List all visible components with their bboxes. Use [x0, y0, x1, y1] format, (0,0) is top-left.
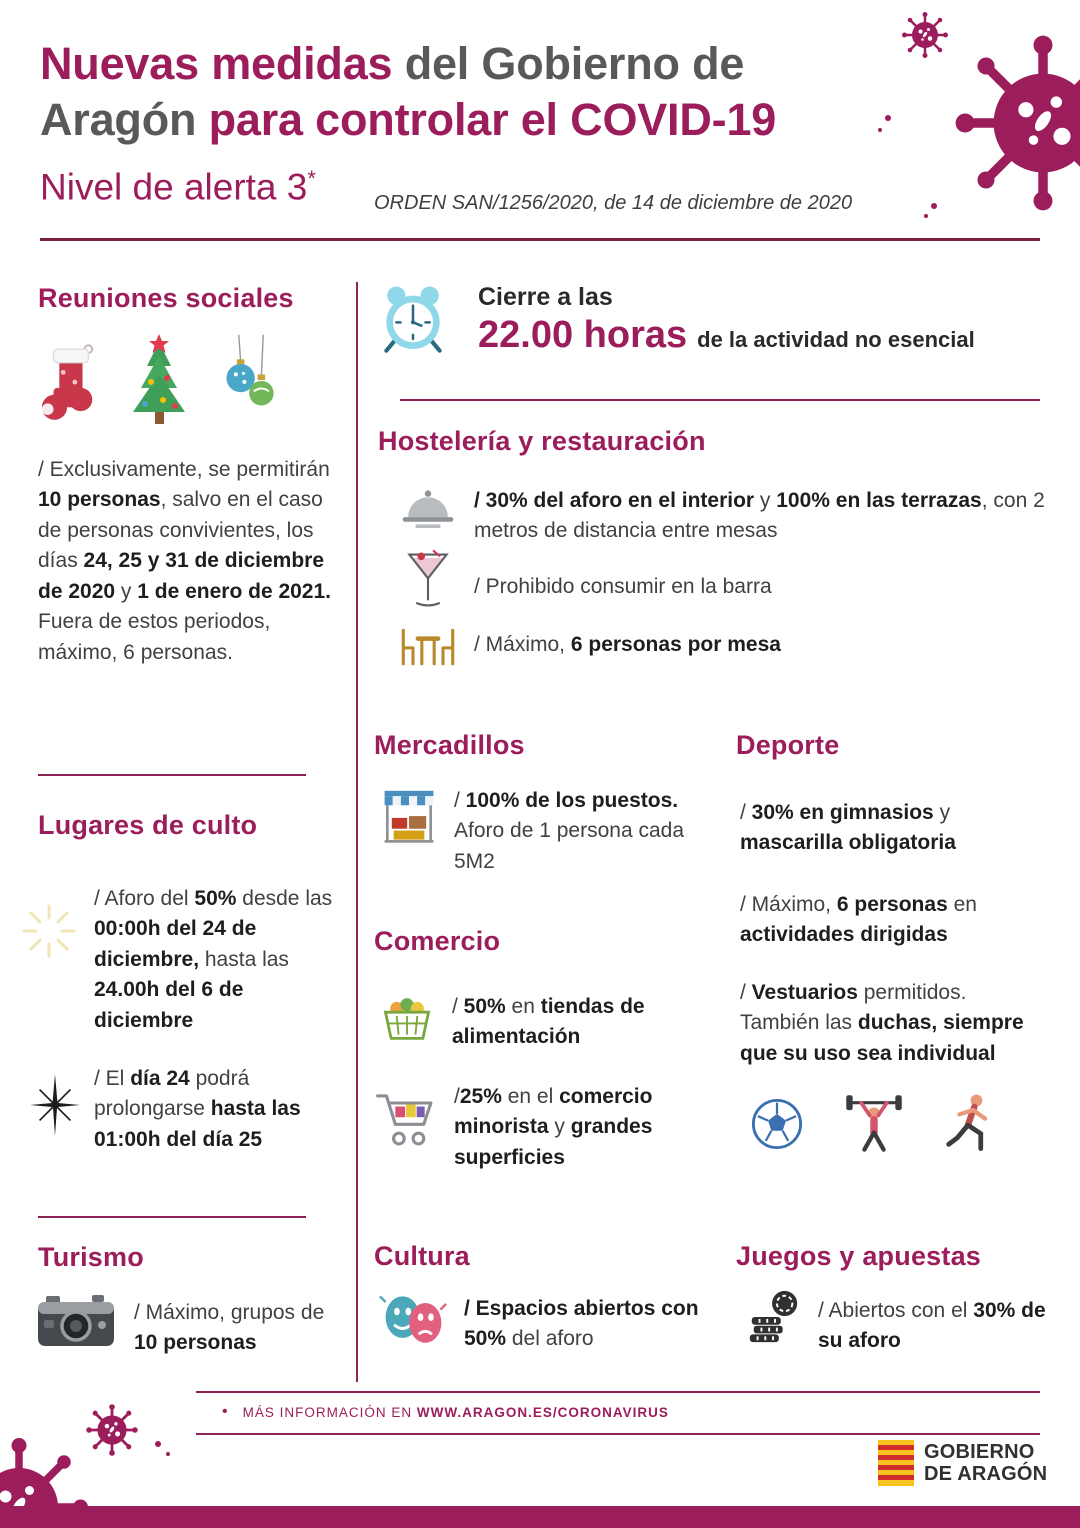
mercadillos-item	[380, 786, 690, 877]
sun-rays-icon	[14, 896, 84, 966]
section-title-culto: Lugares de culto	[38, 810, 258, 840]
shopping-cart-icon	[374, 1082, 438, 1161]
alert-level-asterisk: *	[307, 166, 316, 191]
comercio-item-text: / 50% en tiendas de alimentación	[452, 995, 645, 1049]
title-plain-1: del Gobierno de	[404, 38, 745, 89]
christmas-tree-icon	[116, 332, 202, 428]
hosteleria-item	[398, 548, 1048, 617]
soccer-ball-icon	[750, 1097, 804, 1151]
cocktail-icon	[398, 548, 458, 617]
market-stall-icon	[380, 786, 438, 853]
coronavirus-url[interactable]: WWW.ARAGON.ES/CORONAVIRUS	[416, 1404, 669, 1420]
theater-masks-icon	[378, 1288, 448, 1357]
section-title-turismo: Turismo	[38, 1242, 144, 1272]
bottom-bar	[0, 1506, 1080, 1528]
logo-text	[924, 1441, 1047, 1485]
culto-item-text: / El día 24 podrá prolongarse hasta las 01:00h del día 25	[94, 1067, 301, 1151]
closure-rest: de la actividad no esencial	[697, 327, 975, 352]
comercio-item	[374, 1082, 696, 1173]
culto-item-text: / Aforo del 50% desde las 00:00h del 24 de diciembre, hasta las 24.00h del 6 de diciembre	[94, 887, 333, 1032]
coronavirus-icon	[860, 0, 1080, 248]
footer-info-prefix: MÁS INFORMACIÓN EN	[242, 1404, 413, 1420]
section-divider	[38, 774, 306, 776]
alarm-clock-icon	[378, 282, 448, 356]
camera-icon	[36, 1292, 116, 1350]
deporte-item-text: / Máximo, 6 personas en actividades dirigidas	[740, 893, 977, 947]
juegos-item-text: / Abiertos con el 30% de su aforo	[818, 1299, 1046, 1353]
section-divider	[38, 1216, 306, 1218]
christmas-stocking-icon	[38, 340, 100, 428]
title-line-2	[40, 92, 776, 148]
section-title-juegos: Juegos y apuestas	[736, 1241, 982, 1271]
runner-icon	[944, 1093, 994, 1155]
juegos-item	[746, 1288, 1046, 1357]
section-title-cultura: Cultura	[374, 1241, 470, 1271]
closure-block	[478, 283, 1048, 357]
title-line-1	[40, 36, 776, 92]
section-title-hosteleria: Hostelería y restauración	[378, 426, 706, 456]
star-sparkle-icon	[28, 1074, 82, 1136]
reuniones-body: / Exclusivamente, se permitirán 10 personas, salvo en el caso de personas convivientes, los días 24, 25 y 31 de diciembre de 2020 y 1 de enero de 2021. Fuera de estos periodos, máximo, 6 personas.	[38, 458, 332, 664]
footer-info-text	[243, 1405, 669, 1420]
christmas-ornaments-icon	[218, 332, 284, 428]
title-accent-2: para controlar el COVID-19	[208, 93, 777, 145]
deporte-item-text: / 30% en gimnasios y mascarilla obligatoria	[740, 801, 956, 855]
logo-line-1: GOBIERNO	[924, 1441, 1035, 1463]
comercio-item-text: /25% en el comercio minorista y grandes superficies	[454, 1085, 653, 1169]
section-title-mercadillos: Mercadillos	[374, 730, 525, 760]
bullet-icon: •	[222, 1403, 229, 1420]
order-reference: ORDEN SAN/1256/2020, de 14 de diciembre de 2020	[374, 192, 853, 214]
section-divider	[400, 399, 1040, 401]
section-title-reuniones: Reuniones sociales	[38, 283, 294, 313]
deporte-item-text: / Vestuarios permitidos. También las duchas, siempre que su uso sea individual	[740, 981, 1024, 1065]
sports-icons	[750, 1092, 994, 1156]
poker-chips-icon	[746, 1288, 802, 1351]
logo-line-2: DE ARAGÓN	[924, 1463, 1048, 1485]
hosteleria-item	[398, 486, 1048, 547]
footer-info	[222, 1403, 669, 1421]
hosteleria-item-text: / 30% del aforo en el interior y 100% en las terrazas, con 2 metros de distancia entre mesas	[474, 489, 1045, 543]
column-divider	[356, 282, 358, 1382]
aragon-flag-icon	[878, 1440, 914, 1486]
alert-level-text: Nivel de alerta 3	[40, 166, 308, 208]
closure-time: 22.00 horas	[478, 314, 688, 356]
weightlifter-icon	[844, 1092, 904, 1156]
mercadillos-item-text: / 100% de los puestos. Aforo de 1 persona cada 5M2	[454, 789, 684, 873]
closure-line	[478, 314, 1048, 357]
comercio-item	[378, 986, 693, 1053]
alert-level	[40, 166, 316, 208]
christmas-icons	[38, 332, 284, 428]
title-plain-2: Aragón	[40, 93, 197, 145]
cultura-item	[378, 1288, 708, 1357]
footer-divider-bottom	[196, 1433, 1040, 1435]
table-and-chairs-icon	[398, 626, 458, 673]
closure-intro: Cierre a las	[478, 283, 613, 311]
serving-cloche-icon	[398, 486, 458, 537]
hosteleria-item-text: / Prohibido consumir en la barra	[474, 575, 772, 598]
turismo-item-text: / Máximo, grupos de 10 personas	[134, 1301, 325, 1355]
title-accent-1: Nuevas medidas	[40, 38, 393, 89]
hosteleria-item	[398, 626, 1048, 673]
gobierno-aragon-logo	[878, 1440, 1047, 1486]
section-title-comercio: Comercio	[374, 926, 501, 956]
page-title	[40, 36, 776, 148]
footer-divider-top	[196, 1391, 1040, 1393]
section-title-deporte: Deporte	[736, 730, 840, 760]
cultura-item-text: / Espacios abiertos con 50% del aforo	[464, 1297, 699, 1351]
hosteleria-item-text: / Máximo, 6 personas por mesa	[474, 633, 781, 656]
grocery-basket-icon	[378, 986, 436, 1049]
